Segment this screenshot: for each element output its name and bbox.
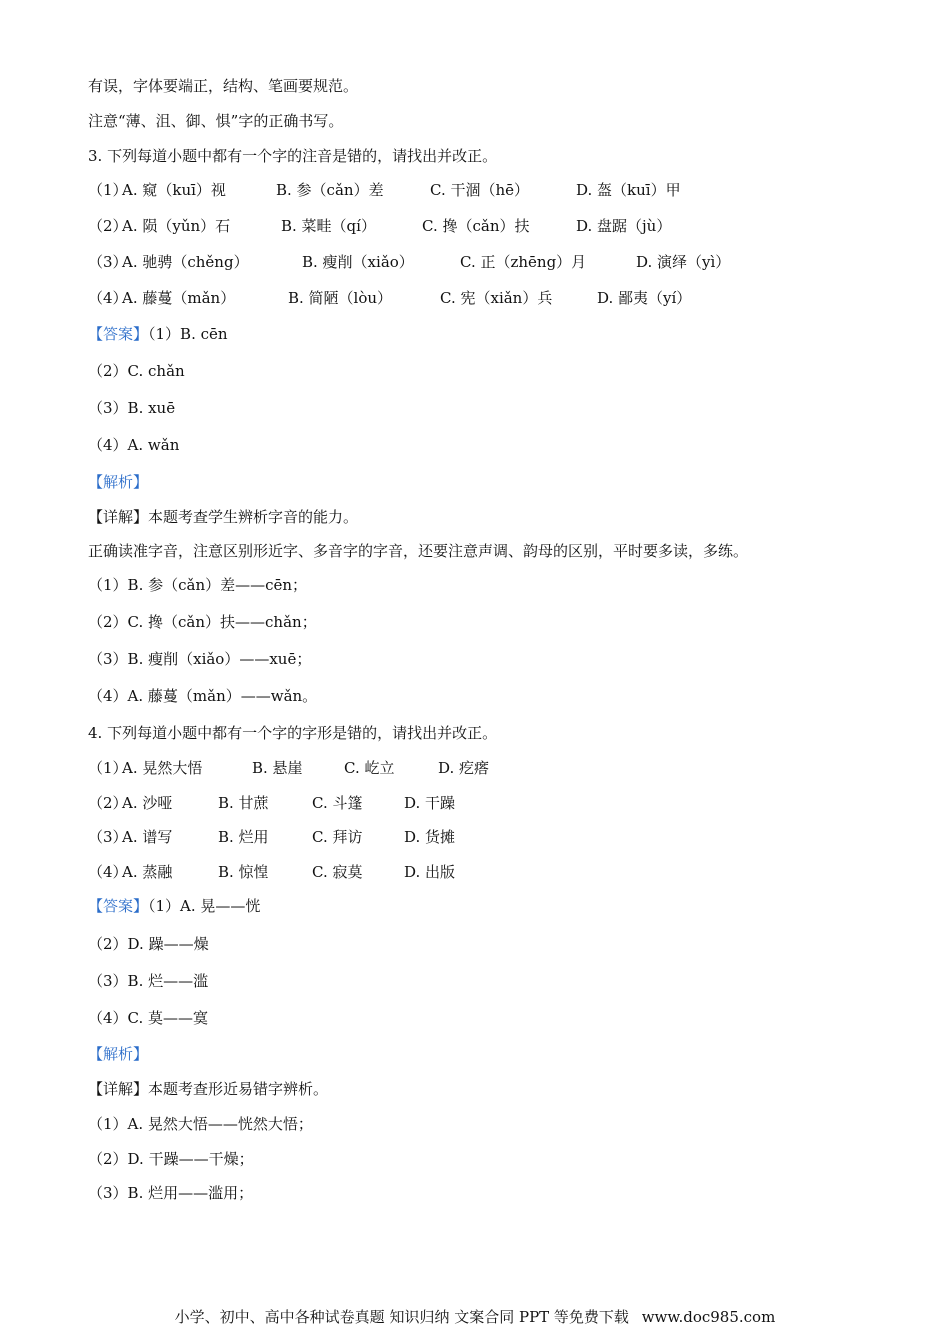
q4-answer-2: （2）D. 躁——燥 [88,935,209,953]
q3-analysis-tag: 【解析】 [88,473,149,491]
q3-item-4-opt-c: C. 宪（xiǎn）兵 [440,289,553,307]
q4-item-1-num: （1） [88,759,128,777]
q3-detail-tag: 【详解】 [88,508,149,526]
q3-item-2-opt-a: A. 陨（yǔn）石 [122,217,231,235]
q4-item-1-opt-d: D. 疙瘩 [438,759,490,777]
q3-item-1-num: （1） [88,181,128,199]
q4-detail-intro: 本题考查形近易错字辨析。 [148,1080,329,1098]
q3-item-1 [88,180,681,200]
q4-item-2-opt-c: C. 斗篷 [312,794,363,812]
q3-item-1-opt-c: C. 干涸（hē） [430,181,530,199]
q4-item-4 [88,862,456,882]
q4-answer-line [88,896,260,916]
q4-answer-4: （4）C. 莫——寞 [88,1009,209,1027]
q3-answer-line [88,324,228,344]
q3-item-3-num: （3） [88,253,128,271]
q3-answer-1: （1）B. cēn [148,325,228,343]
q4-item-1-opt-a: A. 晃然大悟 [122,759,203,777]
q3-detail-3: （3）B. 瘦削（xiǎo）——xuē； [88,650,312,668]
q3-item-2-num: （2） [88,217,128,235]
q3-detail-line [88,507,358,527]
q4-answer-tag: 【答案】 [88,897,149,915]
q4-answer-3: （3）B. 烂——滥 [88,972,209,990]
q4-item-2-opt-d: D. 干躁 [404,794,456,812]
q4-answer-1: （1）A. 晃——恍 [148,897,261,915]
q4-title: 4. 下列每道小题中都有一个字的字形是错的，请找出并改正。 [88,724,498,742]
q3-item-4-num: （4） [88,289,128,307]
q3-answer-3: （3）B. xuē [88,399,176,417]
q4-item-4-opt-c: C. 寂莫 [312,863,363,881]
q3-item-1-opt-d: D. 盔（kuī）甲 [576,181,681,199]
q4-detail-line [88,1079,328,1099]
q3-item-2 [88,216,672,236]
q3-item-1-opt-a: A. 窥（kuī）视 [122,181,226,199]
q3-item-3-opt-c: C. 正（zhēng）月 [460,253,587,271]
q3-item-4-opt-b: B. 简陋（lòu） [288,289,393,307]
footer-text: 小学、初中、高中各种试卷真题 知识归纳 文案合同 PPT 等免费下载 [174,1308,629,1326]
q3-detail-4: （4）A. 藤蔓（mǎn）——wǎn。 [88,687,318,705]
q3-item-3 [88,252,731,272]
q3-detail-1: （1）B. 参（cǎn）差——cēn； [88,576,308,594]
q3-item-3-opt-d: D. 演绎（yì） [636,253,731,271]
q3-item-4-opt-a: A. 藤蔓（mǎn） [122,289,236,307]
q3-detail-intro: 本题考查学生辨析字音的能力。 [148,508,359,526]
q3-item-4-opt-d: D. 鄙夷（yí） [597,289,692,307]
q4-item-3-opt-c: C. 拜访 [312,828,363,846]
q3-detail-2: （2）C. 搀（cǎn）扶——chǎn； [88,613,317,631]
q4-item-3-opt-d: D. 货摊 [404,828,456,846]
q4-item-2-opt-a: A. 沙哑 [122,794,173,812]
q4-item-4-opt-a: A. 蒸融 [122,863,173,881]
q4-detail-tag: 【详解】 [88,1080,149,1098]
q4-item-2-opt-b: B. 甘蔗 [218,794,269,812]
q4-item-3-opt-b: B. 烂用 [218,828,269,846]
page-footer [0,1306,950,1327]
q4-item-4-opt-b: B. 惊惶 [218,863,269,881]
q3-item-3-opt-b: B. 瘦削（xiǎo） [302,253,414,271]
q4-item-2-num: （2） [88,794,128,812]
q4-item-3-num: （3） [88,828,128,846]
q3-item-2-opt-c: C. 搀（cǎn）扶 [422,217,530,235]
q4-item-1-opt-b: B. 悬崖 [252,759,303,777]
q4-item-3-opt-a: A. 谱写 [122,828,173,846]
q3-detail-text: 正确读准字音，注意区别形近字、多音字的字音，还要注意声调、韵母的区别，平时要多读，多练。 [88,542,749,560]
q3-title: 3. 下列每道小题中都有一个字的注音是错的，请找出并改正。 [88,147,498,165]
q4-detail-2: （2）D. 干躁——干燥； [88,1150,254,1168]
q4-detail-1: （1）A. 晃然大悟——恍然大悟； [88,1115,313,1133]
q4-item-3 [88,827,456,847]
q3-answer-2: （2）C. chǎn [88,362,185,380]
q3-answer-4: （4）A. wǎn [88,436,180,454]
q4-item-1 [88,758,490,778]
q3-item-4 [88,288,692,308]
q3-item-2-opt-b: B. 菜畦（qí） [281,217,376,235]
intro-line-1: 有误，字体要端正，结构、笔画要规范。 [88,77,359,95]
footer-url[interactable]: www.doc985.com [641,1308,776,1326]
q4-item-1-opt-c: C. 屹立 [344,759,395,777]
q4-detail-3: （3）B. 烂用——滥用； [88,1184,254,1202]
q3-item-1-opt-b: B. 参（cǎn）差 [276,181,384,199]
q3-answer-tag: 【答案】 [88,325,149,343]
q4-analysis-tag: 【解析】 [88,1045,149,1063]
q3-item-2-opt-d: D. 盘踞（jù） [576,217,672,235]
intro-line-2: 注意“薄、沮、御、惧”字的正确书写。 [88,112,344,130]
q3-item-3-opt-a: A. 驰骋（chěng） [122,253,249,271]
q4-item-2 [88,793,456,813]
q4-item-4-opt-d: D. 出版 [404,863,456,881]
q4-item-4-num: （4） [88,863,128,881]
